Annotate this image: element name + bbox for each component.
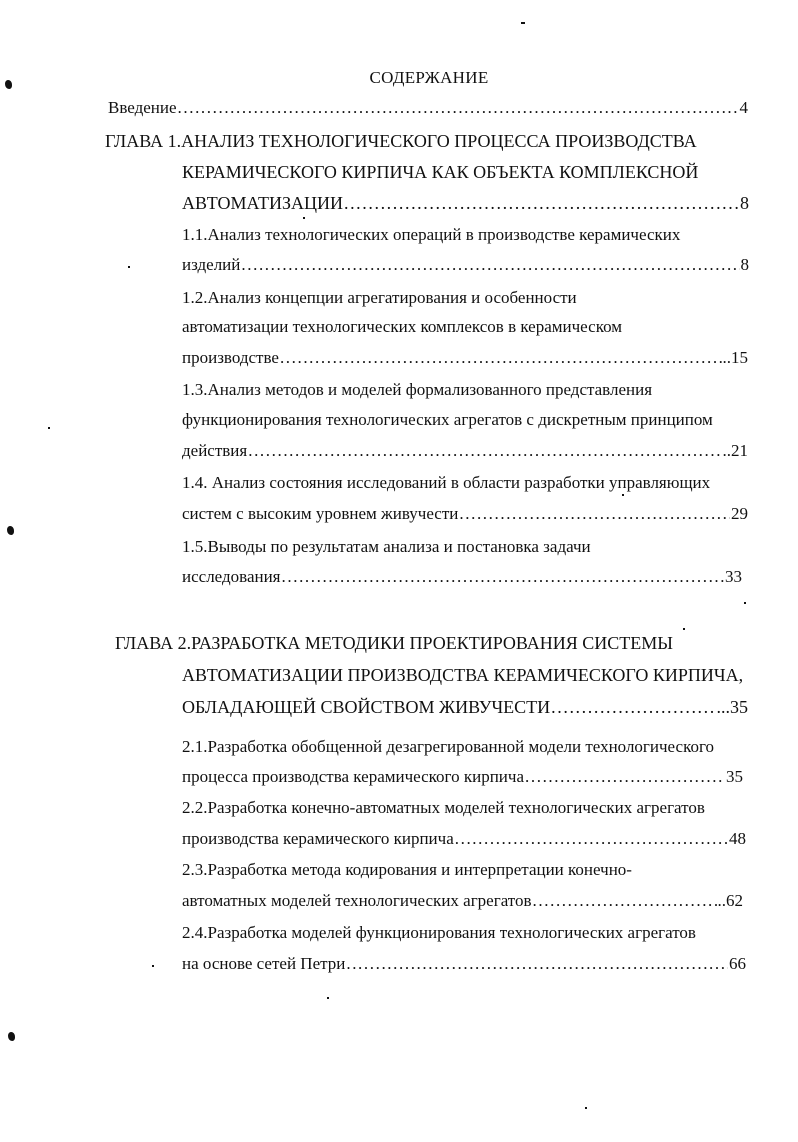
scan-speck: [48, 427, 50, 429]
toc-page-number: 8: [740, 193, 749, 213]
chapter-2-heading-line: ГЛАВА 2.РАЗРАБОТКА МЕТОДИКИ ПРОЕКТИРОВАНИЯ СИСТЕМЫ: [115, 633, 673, 653]
dot-leader: [241, 254, 739, 276]
binding-hole-mark: [5, 80, 12, 89]
toc-entry-section-2-3: [182, 890, 743, 914]
section-1-2-line: 1.2.Анализ концепции агрегатирования и особенности: [182, 288, 577, 307]
toc-page-number: ..21: [722, 441, 748, 460]
section-1-1-line: 1.1.Анализ технологических операций в производстве керамических: [182, 225, 681, 244]
toc-entry-chapter-1: [182, 192, 749, 216]
dot-leader: [248, 440, 721, 462]
section-1-3-line: функционирования технологических агрегатов с дискретным принципом: [182, 410, 713, 429]
toc-page-number: 66: [729, 954, 746, 973]
section-2-4-line: 2.4.Разработка моделей функционирования технологических агрегатов: [182, 923, 696, 942]
chapter-1-heading-line: КЕРАМИЧЕСКОГО КИРПИЧА КАК ОБЪЕКТА КОМПЛЕКСНОЙ: [182, 162, 699, 182]
chapter-1-heading-line: ГЛАВА 1.АНАЛИЗ ТЕХНОЛОГИЧЕСКОГО ПРОЦЕССА ПРОИЗВОДСТВА: [105, 131, 697, 151]
toc-page-number: ...35: [716, 697, 748, 717]
toc-page-number: 48: [729, 829, 746, 848]
section-2-1-line: 2.1.Разработка обобщенной дезагрегированной модели технологического: [182, 737, 715, 756]
toc-entry-text: автоматных моделей технологических агрегатов: [182, 891, 532, 910]
toc-entry-section-1-3: [182, 440, 748, 464]
toc-entry-intro: [108, 97, 748, 121]
toc-entry-section-2-1: [182, 766, 743, 790]
toc-entry-text: исследования: [182, 567, 281, 586]
toc-page-number: 29: [731, 504, 748, 523]
scan-speck: [152, 965, 154, 967]
dot-leader: [282, 566, 724, 588]
section-1-5-line: 1.5.Выводы по результатам анализа и постановка задачи: [182, 537, 591, 556]
toc-entry-text: систем с высоким уровнем живучести: [182, 504, 459, 523]
dot-leader: [551, 696, 715, 718]
section-1-2-line: автоматизации технологических комплексов в керамическом: [182, 317, 623, 336]
toc-page-number: ..62: [717, 891, 743, 910]
dot-leader: [280, 347, 722, 369]
toc-entry-text: действия: [182, 441, 248, 460]
scan-speck: [744, 602, 746, 604]
dot-leader: [525, 766, 725, 788]
toc-entry-section-1-5: [182, 566, 742, 590]
scan-speck: [521, 22, 525, 24]
dot-leader: [344, 192, 739, 214]
toc-entry-text: на основе сетей Петри: [182, 954, 346, 973]
dot-leader: [346, 953, 728, 975]
toc-page-number: 33: [725, 567, 742, 586]
toc-entry-section-2-2: [182, 828, 746, 852]
section-2-2-line: 2.2.Разработка конечно-автоматных моделей технологических агрегатов: [182, 798, 705, 817]
scan-speck: [585, 1107, 587, 1109]
chapter-2-heading-line: АВТОМАТИЗАЦИИ ПРОИЗВОДСТВА КЕРАМИЧЕСКОГО КИРПИЧА,: [182, 665, 744, 685]
toc-entry-section-2-4: [182, 953, 746, 977]
toc-entry-text: производства керамического кирпича: [182, 829, 454, 848]
dot-leader: [178, 97, 739, 119]
toc-entry-text: ОБЛАДАЮЩЕЙ СВОЙСТВОМ ЖИВУЧЕСТИ: [182, 697, 551, 717]
toc-entry-section-1-2: [182, 347, 748, 371]
section-1-3-line: 1.3.Анализ методов и моделей формализованного представления: [182, 380, 653, 399]
toc-entry-text: процесса производства керамического кирпича: [182, 767, 525, 786]
binding-hole-mark: [8, 1032, 15, 1041]
section-1-4-line: 1.4. Анализ состояния исследований в области разработки управляющих: [182, 473, 711, 492]
toc-entry-text: АВТОМАТИЗАЦИИ: [182, 193, 343, 213]
section-2-3-line: 2.3.Разработка метода кодирования и интерпретации конечно-: [182, 860, 632, 879]
toc-entry-chapter-2: [182, 696, 748, 720]
toc-page-number: 8: [740, 255, 749, 274]
dot-leader: [455, 828, 728, 850]
dot-leader: [459, 503, 730, 525]
toc-page-number: 35: [726, 767, 743, 786]
binding-hole-mark: [7, 526, 14, 535]
toc-entry-text: изделий: [182, 255, 241, 274]
dot-leader: [533, 890, 717, 912]
toc-page-number: ..15: [722, 348, 748, 367]
toc-entry-text: производстве: [182, 348, 279, 367]
scan-speck: [327, 997, 329, 999]
scan-speck: [683, 628, 685, 630]
contents-title: СОДЕРЖАНИЕ: [369, 68, 489, 87]
toc-page-number: 4: [739, 98, 748, 117]
scan-speck: [303, 217, 305, 219]
scan-speck: [622, 494, 624, 496]
toc-entry-section-1-1: [182, 254, 749, 278]
toc-entry-text: Введение: [108, 98, 177, 117]
toc-entry-section-1-4: [182, 503, 748, 527]
scan-speck: [128, 266, 130, 268]
